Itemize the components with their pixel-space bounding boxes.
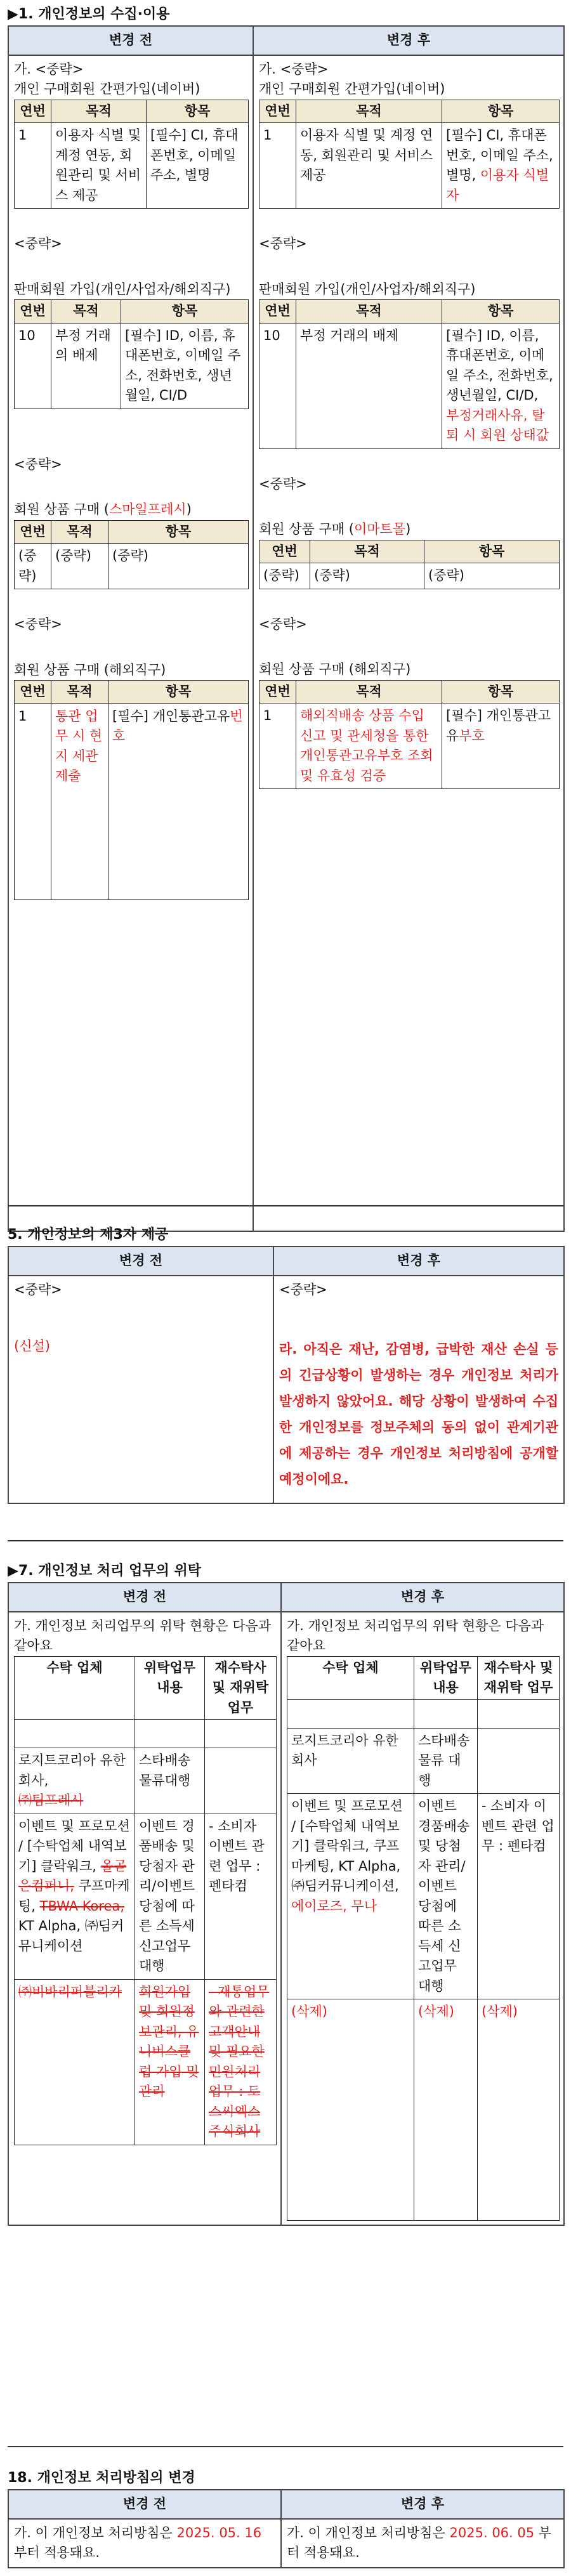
task-cell: 이벤트 경품배송 및 당첨자 관리/이벤트 당첨에 따른 소득세 신고업무 대행 — [414, 1794, 478, 1999]
task-cell: 스타배송 물류대행 — [135, 1748, 205, 1814]
section-18-title: 18. 개인정보 처리방침의 변경 — [8, 2470, 195, 2486]
product-purchase-title: 회원 상품 구매 (스마일프레시) — [14, 502, 192, 517]
mid-omit: <중략> — [14, 617, 62, 632]
overseas-title: 회원 상품 구매 (해외직구) — [14, 662, 166, 677]
col-no: 연번 — [15, 520, 51, 544]
mid-omit: <중략> — [14, 236, 62, 251]
row-item: [필수] 개인통관고유부호 — [442, 703, 560, 789]
spacer-cell — [414, 1699, 478, 1728]
emergency-provision-text: 라. 아직은 재난, 감염병, 급박한 재산 손실 등의 긴급상황이 발생하는 경우 개인정보 처리가 발생하지 않았어요. 해당 상황이 발생하여 수집한 개인정보를 정보주체의 동의 없이 관계기관에 제공하는 경우 개인정보 처리방침에 공개할 예정이에요. — [279, 1342, 558, 1487]
row-no: 1 — [259, 703, 296, 789]
col-purpose: 목적 — [310, 540, 424, 563]
row-no: 1 — [15, 703, 51, 899]
after-column — [253, 55, 564, 1231]
col-no: 연번 — [15, 100, 51, 123]
col-purpose: 목적 — [51, 681, 108, 704]
col-item: 항목 — [442, 100, 560, 123]
cell-omit: (중략) — [424, 563, 560, 589]
task-cell: 이벤트 경품배송 및 당첨자 관리/이벤트 당첨에 따른 소득세 신고업무 대행 — [135, 1814, 205, 1979]
col-item: 항목 — [147, 100, 249, 123]
col-item: 항목 — [108, 681, 249, 704]
row-purpose: 이용자 식별 및 계정 연동, 회원관리 및 서비스 제공 — [296, 123, 442, 209]
after-header: 변경 후 — [273, 1246, 564, 1276]
section-1-compare-table — [8, 25, 565, 1232]
row-purpose: 해외직배송 상품 수입 신고 및 관세청을 통한 개인통관고유부호 조회 및 유효성 검증 — [296, 703, 442, 789]
before-column — [8, 1612, 281, 2226]
effective-date-after: 가. 이 개인정보 처리방침은 2025. 06. 05 부터 적용돼요. — [287, 2525, 552, 2560]
divider — [8, 1205, 563, 1206]
after-column — [281, 1612, 564, 2226]
task-cell: 회원가입 및 회원정보관리, 유니버스클럽 가입 및 관리 — [135, 1979, 205, 2145]
row-item: [필수] CI, 휴대폰번호, 이메일 주소, 별명, 이용자 식별자 — [442, 123, 560, 209]
product-purchase-title: 회원 상품 구매 (이마트몰) — [259, 521, 411, 537]
seller-table-after — [259, 299, 560, 449]
spacer-cell — [205, 1720, 277, 1748]
company-cell: 이벤트 및 프로모션 / [수탁업체 내역보기] 클락워크, 올곧은컴퍼니, 쿠프마케팅, TBWA Korea, KT Alpha, ㈜딤커뮤니케이션 — [15, 1814, 135, 1979]
company-cell: 이벤트 및 프로모션 / [수탁업체 내역보기] 클락워크, 쿠프마케팅, KT Alpha, ㈜딤커뮤니케이션, 에이로즈, 무나 — [287, 1794, 414, 1999]
spacer-cell — [135, 1720, 205, 1748]
cell-omit: (중략) — [108, 544, 249, 589]
before-column — [8, 1276, 273, 1503]
sub-cell — [205, 1748, 277, 1814]
mid-omit: <중략> — [259, 476, 307, 492]
col-purpose: 목적 — [51, 100, 147, 123]
before-header: 변경 전 — [8, 2490, 281, 2519]
col-subcontract: 재수탁사 및 재위탁 업무 — [205, 1656, 277, 1720]
seller-signup-title: 판매회원 가입(개인/사업자/해외직구) — [259, 281, 476, 297]
overseas-title: 회원 상품 구매 (해외직구) — [259, 662, 411, 677]
after-column — [281, 2519, 564, 2568]
mid-omit: <중략> — [14, 1281, 62, 1297]
col-purpose: 목적 — [296, 100, 442, 123]
sub-cell: - 재통업무와 관련한 고객안내 및 필요한 민원처리업무 : 토스씨엑스 주식회사 — [205, 1979, 277, 2145]
new-label: (신설) — [14, 1338, 50, 1354]
before-header: 변경 전 — [8, 26, 253, 55]
after-header: 변경 후 — [281, 2490, 564, 2519]
intro-text: 가. 개인정보 처리업무의 위탁 현황은 다음과 같아요 — [287, 1618, 544, 1653]
naver-table-after — [259, 100, 560, 209]
col-purpose: 목적 — [51, 520, 108, 544]
divider — [8, 1540, 563, 1541]
consignment-table-before — [14, 1656, 277, 2145]
spacer-cell — [478, 1699, 560, 1728]
before-header: 변경 전 — [8, 1246, 273, 1276]
mid-omit: <중략> — [279, 1281, 327, 1297]
col-item: 항목 — [442, 300, 560, 324]
col-purpose: 목적 — [51, 300, 121, 324]
section-5-title: 5. 개인정보의 제3자 제공 — [8, 1227, 169, 1243]
cell-omit: (중략) — [15, 544, 51, 589]
company-cell: 로지트코리아 유한회사, ㈜팀프레시 — [15, 1748, 135, 1814]
col-subcontract: 재수탁사 및 재위탁 업무 — [478, 1656, 560, 1699]
sub-cell: - 소비자 이벤트 관련 업무 : 펜타컴 — [205, 1814, 277, 1979]
effective-date-before: 가. 이 개인정보 처리방침은 2025. 05. 16 부터 적용돼요. — [14, 2525, 262, 2560]
col-purpose: 목적 — [296, 300, 442, 324]
product-table-after — [259, 540, 560, 589]
cell-omit: (중략) — [310, 563, 424, 589]
product-table-before — [14, 520, 249, 590]
after-header: 변경 후 — [281, 1583, 564, 1612]
section-1-title: ▶1. 개인정보의 수집·이용 — [8, 6, 170, 22]
col-no: 연번 — [15, 300, 51, 324]
consignment-table-after — [287, 1656, 560, 2221]
col-no: 연번 — [259, 100, 296, 123]
row-purpose: 부정 거래의 배제 — [296, 323, 442, 448]
spacer-cell — [287, 1699, 414, 1728]
after-header: 변경 후 — [253, 26, 564, 55]
spacer-cell — [15, 1720, 135, 1748]
before-column — [8, 55, 253, 1231]
row-no: 10 — [259, 323, 296, 448]
col-no: 연번 — [15, 681, 51, 704]
row-item: [필수] ID, 이름, 휴대폰번호, 이메일 주소, 전화번호, 생년월일, CI/D, 부정거래사유, 탈퇴 시 회원 상태값 — [442, 323, 560, 448]
naver-signup-title: 개인 구매회원 간편가입(네이버) — [14, 81, 200, 96]
col-item: 항목 — [108, 520, 249, 544]
mid-omit: <중략> — [14, 456, 62, 472]
mid-omit: <중략> — [259, 236, 307, 251]
sub-cell: - 소비자 이벤트 관련 업무 : 펜타컴 — [478, 1794, 560, 1999]
seller-signup-title: 판매회원 가입(개인/사업자/해외직구) — [14, 281, 231, 297]
task-cell: 스타배송 물류 대행 — [414, 1728, 478, 1794]
naver-table-before — [14, 100, 249, 209]
overseas-table-before — [14, 680, 249, 900]
cell-omit: (중략) — [51, 544, 108, 589]
naver-signup-title: 개인 구매회원 간편가입(네이버) — [259, 81, 445, 96]
seller-table-before — [14, 299, 249, 409]
section-5-compare-table — [8, 1246, 565, 1504]
deleted-cell: (삭제) — [414, 1999, 478, 2221]
col-item: 항목 — [442, 680, 560, 703]
row-no: 10 — [15, 323, 51, 409]
company-cell: 로지트코리아 유한회사 — [287, 1728, 414, 1794]
deleted-cell: (삭제) — [478, 1999, 560, 2221]
row-no: 1 — [15, 123, 51, 209]
before-column — [8, 2519, 281, 2568]
row-purpose: 통관 업무 시 현지 세관 제출 — [51, 703, 108, 899]
deleted-cell: (삭제) — [287, 1999, 414, 2221]
col-company: 수탁 업체 — [15, 1656, 135, 1720]
company-cell: ㈜비바리퍼블리카 — [15, 1979, 135, 2145]
col-task: 위탁업무 내용 — [135, 1656, 205, 1720]
col-item: 항목 — [424, 540, 560, 563]
col-item: 항목 — [121, 300, 249, 324]
col-purpose: 목적 — [296, 680, 442, 703]
after-column — [273, 1276, 564, 1503]
row-purpose: 이용자 식별 및 계정 연동, 회원관리 및 서비스 제공 — [51, 123, 147, 209]
section-18-compare-table — [8, 2489, 565, 2568]
row-item: [필수] 개인통관고유번호 — [108, 703, 249, 899]
row-item: [필수] CI, 휴대폰번호, 이메일 주소, 별명 — [147, 123, 249, 209]
section-7-compare-table — [8, 1582, 565, 2226]
before-header: 변경 전 — [8, 1583, 281, 1612]
col-no: 연번 — [259, 540, 310, 563]
cell-omit: (중략) — [259, 563, 310, 589]
mid-omit: <중략> — [259, 616, 307, 632]
col-task: 위탁업무 내용 — [414, 1656, 478, 1699]
sub-cell — [478, 1728, 560, 1794]
col-company: 수탁 업체 — [287, 1656, 414, 1699]
col-no: 연번 — [259, 300, 296, 324]
overseas-table-after — [259, 680, 560, 790]
ga-omit: 가. <중략> — [14, 61, 84, 77]
divider — [8, 2446, 563, 2447]
ga-omit: 가. <중략> — [259, 61, 329, 77]
row-no: 1 — [259, 123, 296, 209]
intro-text: 가. 개인정보 처리업무의 위탁 현황은 다음과 같아요 — [14, 1618, 272, 1653]
row-item: [필수] ID, 이름, 휴대폰번호, 이메일 주소, 전화번호, 생년월일, CI/D — [121, 323, 249, 409]
col-no: 연번 — [259, 680, 296, 703]
section-7-title: ▶7. 개인정보 처리 업무의 위탁 — [8, 1563, 201, 1579]
row-purpose: 부정 거래의 배제 — [51, 323, 121, 409]
